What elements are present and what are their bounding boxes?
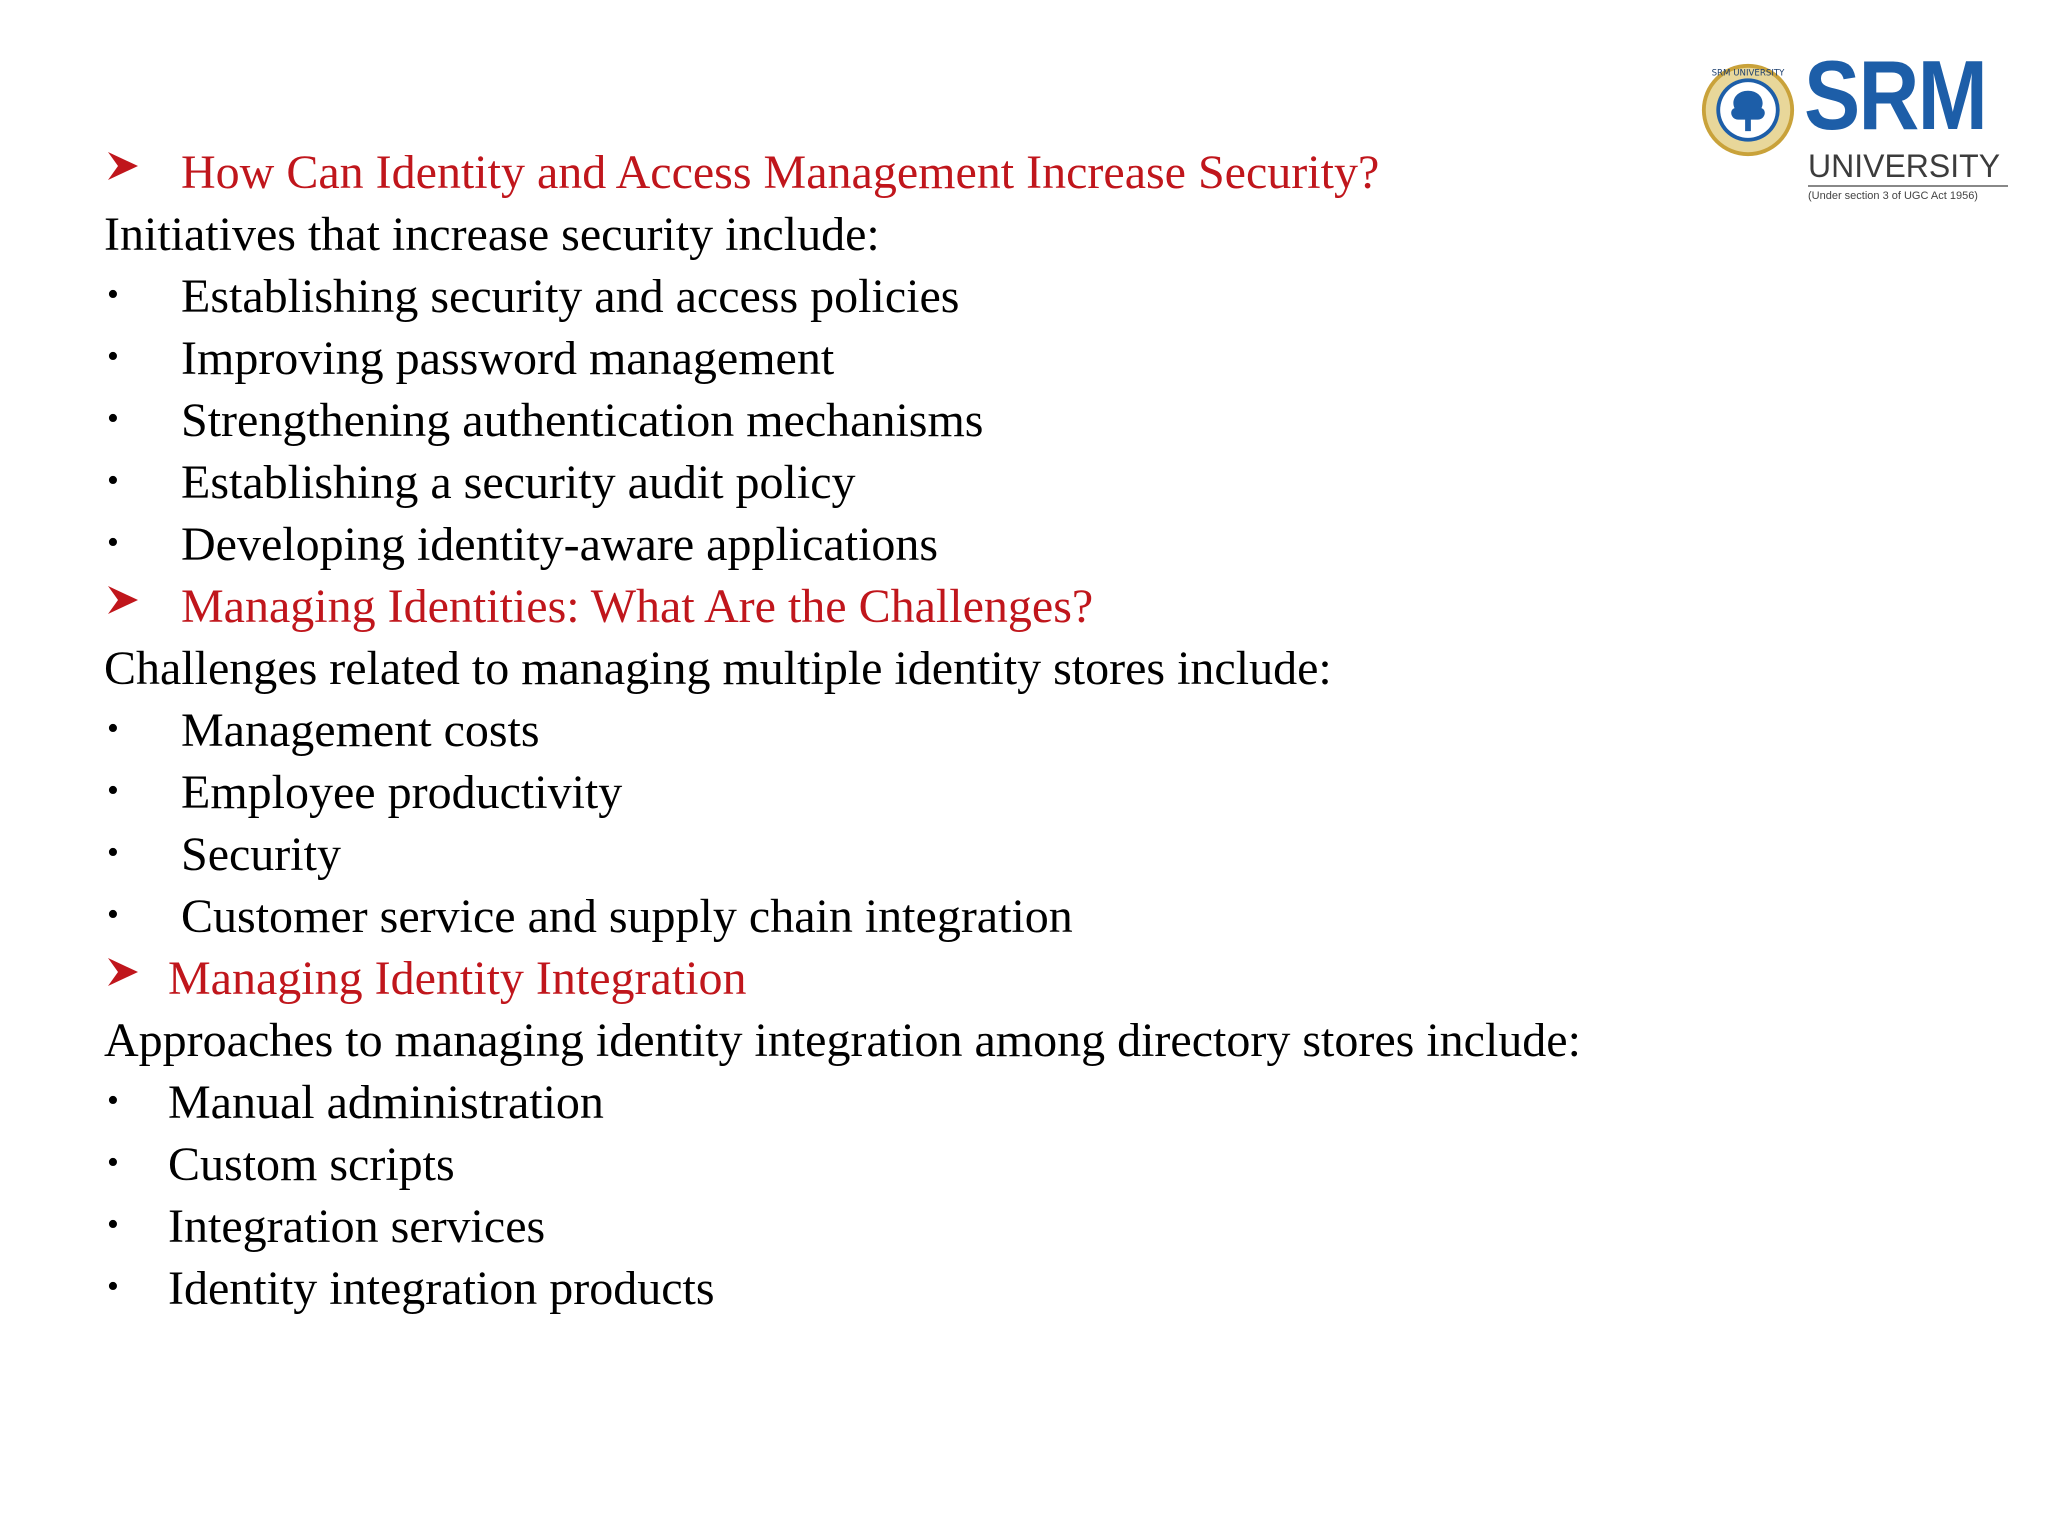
bullet-dot-icon: • — [107, 834, 119, 871]
bullet-dot-icon: • — [107, 1206, 119, 1243]
bullet-dot-icon: • — [107, 896, 119, 933]
section-heading-text: Managing Identity Integration — [168, 952, 747, 1005]
arrowhead-bullet-icon — [104, 948, 144, 1010]
seal-text: SRM UNIVERSITY — [1711, 68, 1785, 79]
bullet-dot-icon: • — [107, 772, 119, 809]
arrowhead-bullet-icon — [104, 576, 144, 638]
university-seal-icon — [1700, 62, 1796, 158]
bullet-dot-icon: • — [107, 1268, 119, 1305]
bullet-dot-icon: • — [107, 1082, 119, 1119]
srm-university-logo — [1700, 40, 2010, 208]
section-heading-text: Managing Identities: What Are the Challenges? — [181, 580, 1094, 633]
logo-divider — [1808, 185, 2008, 187]
logo-note: (Under section 3 of UGC Act 1956) — [1808, 190, 1978, 202]
logo-subtitle: UNIVERSITY — [1808, 148, 2001, 184]
section-heading-text: How Can Identity and Access Management Increase Security? — [181, 146, 1380, 199]
bullet-dot-icon: • — [107, 710, 119, 747]
slide: SRM UNIVERSITY SRM UNIVERSITY (Under section 3 of UGC Act 1956) How Can Identity and Access Management Increase Security? Initiatives that increase security include: • Establishing security and access policies • Improving password management • Strengthening authentication mechanisms • Establishing a security audit policy • Developing identity-aware applications Managing Identities: What Are the Challenges? Challenges related to managing multiple identity stores include: • Management costs • Employee productivity • Security • Customer service and supply chain integration Managing Identity Integration Approaches to managing identity integration among directory stores include: • Manual administration • Custom scripts • Integration services • Identity integration products — [0, 0, 2048, 1536]
bullet-dot-icon: • — [107, 1144, 119, 1181]
bullet-dot-icon: • — [107, 462, 119, 499]
bullet-dot-icon: • — [107, 400, 119, 437]
bullet-dot-icon: • — [107, 276, 119, 313]
arrowhead-bullet-icon — [104, 142, 144, 204]
bullet-dot-icon: • — [107, 524, 119, 561]
bullet-dot-icon: • — [107, 338, 119, 375]
logo-wordmark: SRM — [1804, 40, 1987, 150]
